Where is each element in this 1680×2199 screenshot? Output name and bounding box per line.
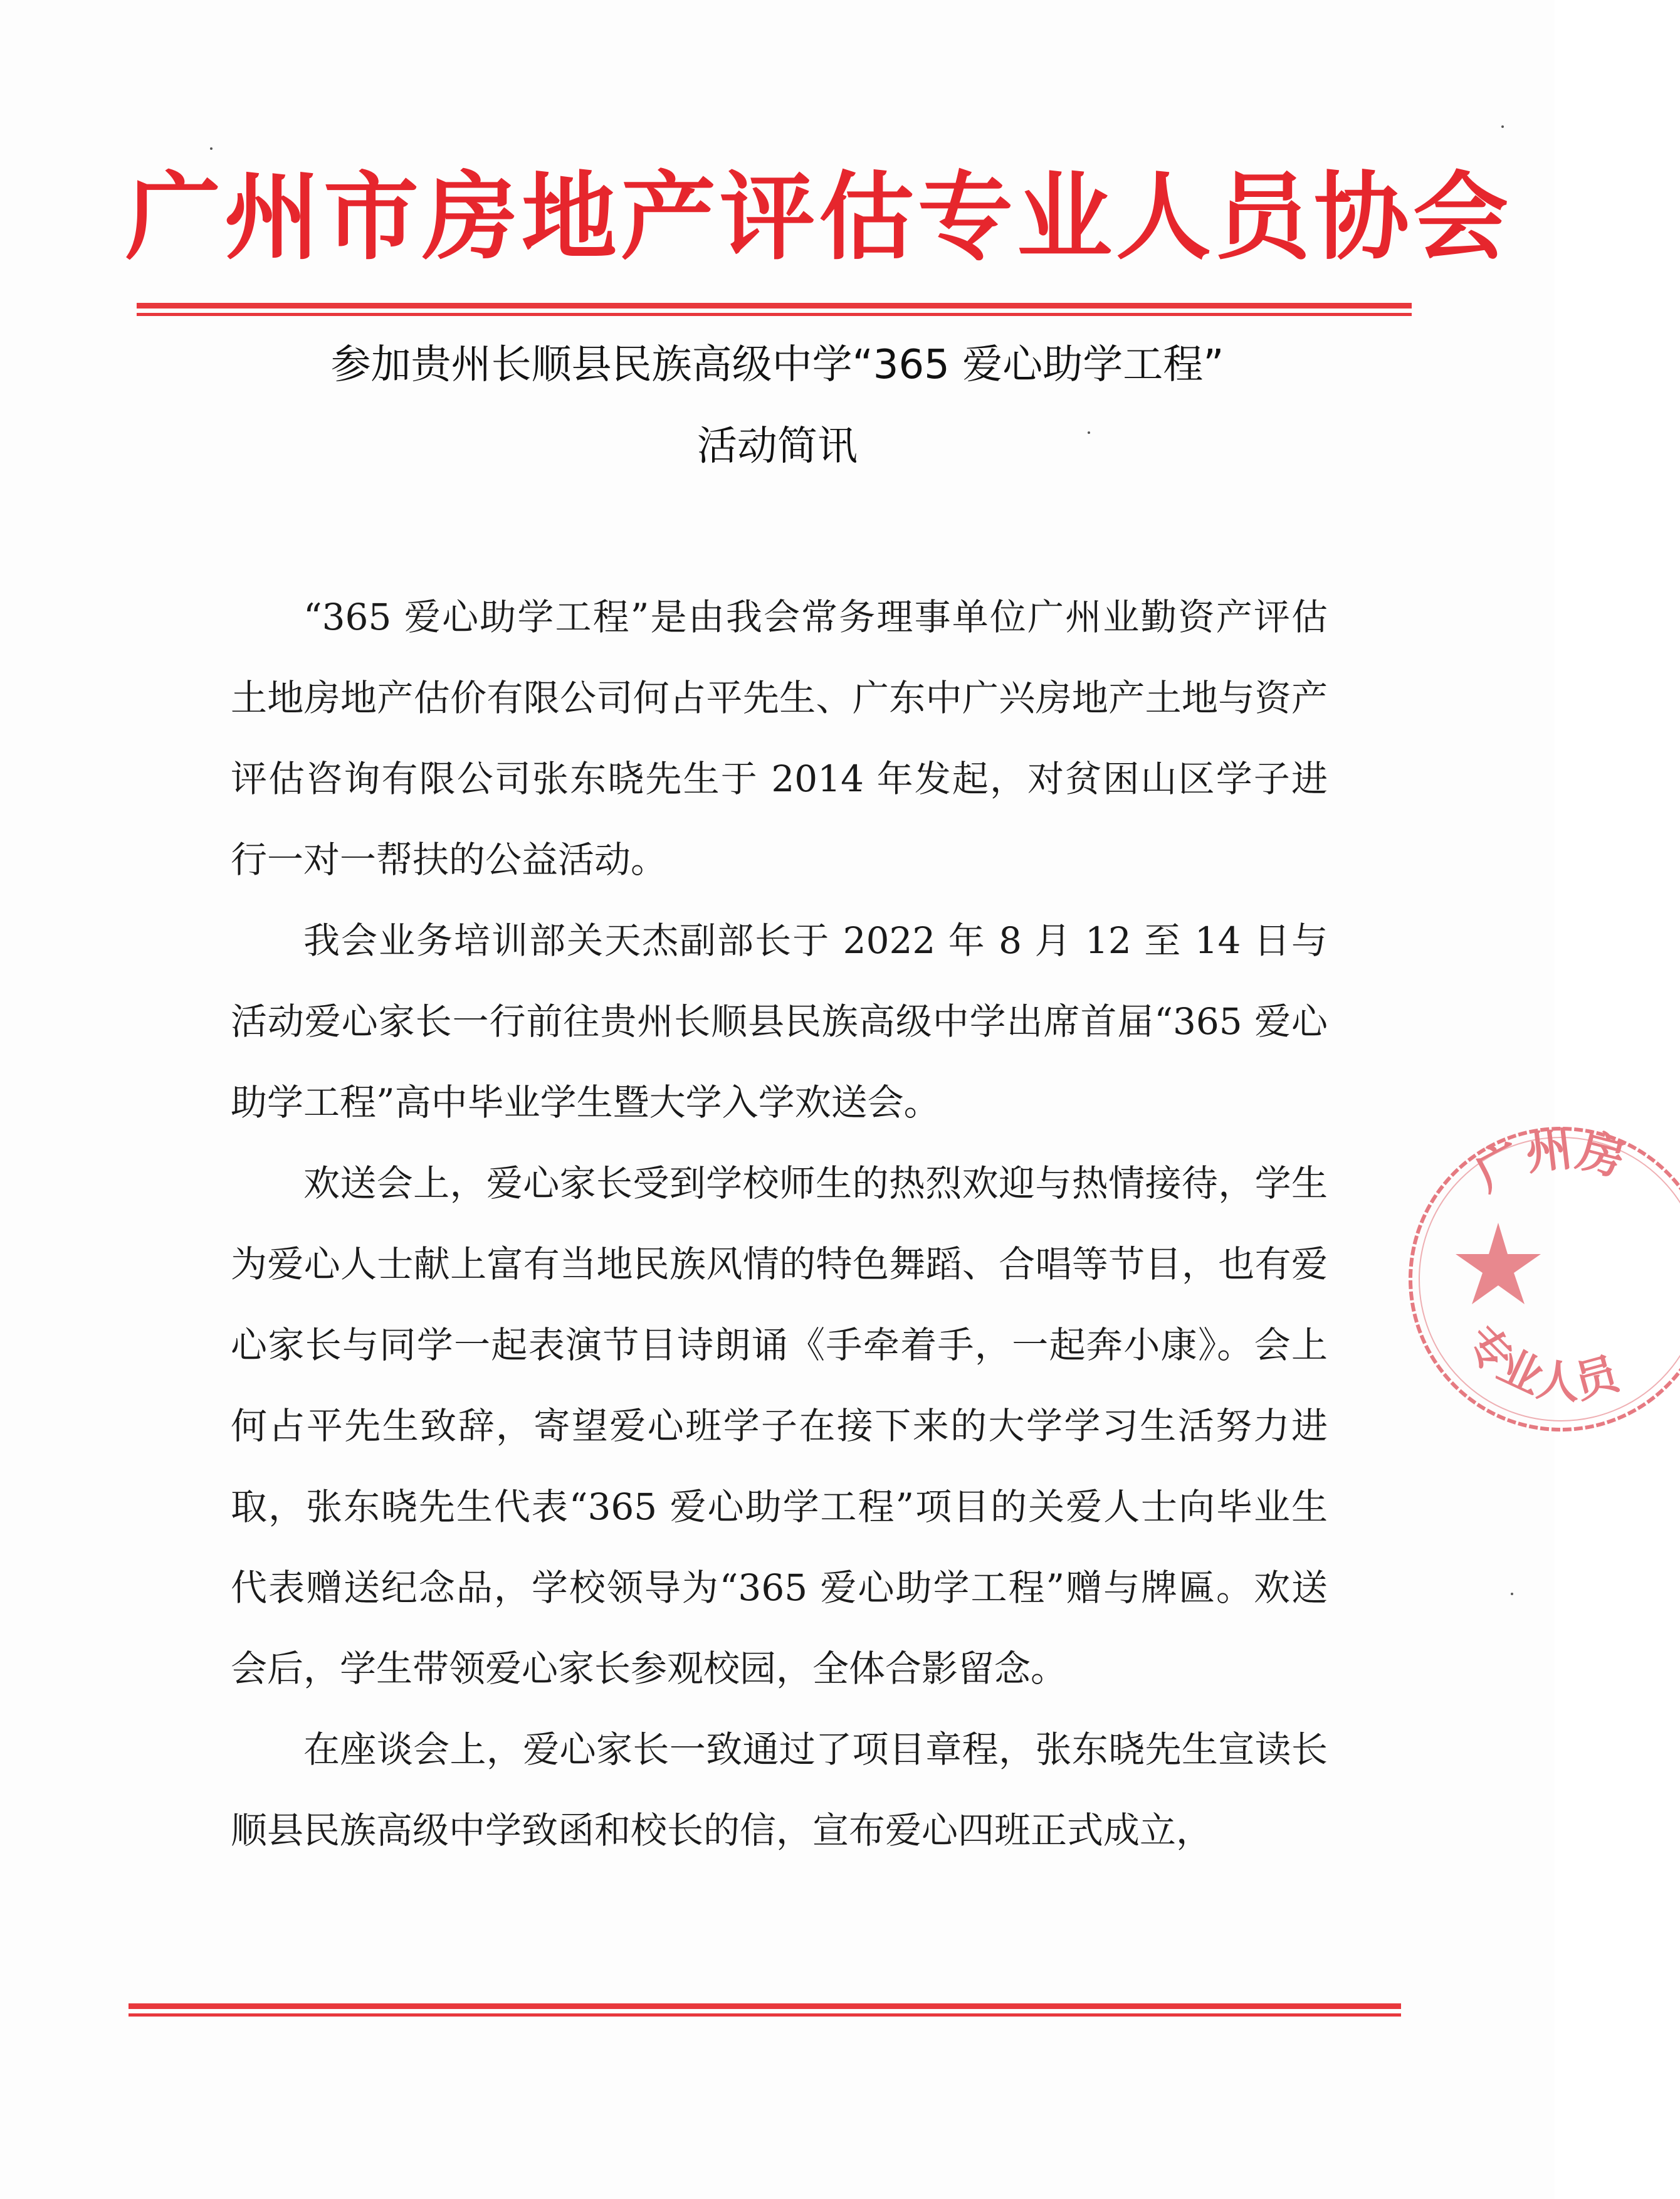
- seal-text-top: 广州房: [1466, 1122, 1630, 1202]
- paragraph-1: “365 爱心助学工程”是由我会常务理事单位广州业勤资产评估土地房地产估价有限公司何占平先生、广东中广兴房地产土地与资产评估咨询有限公司张东晓先生于 2014 年发起，对贫困山区学子进行一对一帮扶的公益活动。: [231, 596, 1328, 881]
- letterhead-org-name: 广州市房地产评估专业人员协会: [125, 161, 1512, 273]
- scan-speck: [1501, 125, 1504, 128]
- document-title-line-2: 活动简讯: [697, 423, 858, 470]
- scan-speck: [1511, 1593, 1513, 1595]
- document-body: [231, 577, 1328, 1871]
- svg-text:专业人员: [1456, 1316, 1627, 1409]
- scan-speck: [210, 147, 213, 150]
- seal-text-bottom: 专业人员: [1455, 1315, 1624, 1410]
- paragraph-3: 欢送会上，爱心家长受到学校师生的热烈欢迎与热情接待，学生为爱心人士献上富有当地民族风情的特色舞蹈、合唱等节目，也有爱心家长与同学一起表演节目诗朗诵《手牵着手，一起奔小康》。会上何占平先生致辞，寄望爱心班学子在接下来的大学学习生活努力进取，张东晓先生代表“365 爱心助学工程”项目的关爱人士向毕业生代表赠送纪念品，学校领导为“365 爱心助学工程”赠与牌匾。欢送会后，学生带领爱心家长参观校园，全体合影留念。: [231, 1162, 1328, 1690]
- paragraph-2: 我会业务培训部关天杰副部长于 2022 年 8 月 12 至 14 日与活动爱心家长一行前往贵州长顺县民族高级中学出席首届“365 爱心助学工程”高中毕业学生暨大学入学欢送会。: [231, 919, 1328, 1124]
- official-seal-stamp: [1379, 1104, 1680, 1455]
- scan-speck: [1088, 431, 1090, 434]
- letterhead-divider: [137, 303, 1412, 318]
- paragraph-4: 在座谈会上，爱心家长一致通过了项目章程，张东晓先生宣读长顺县民族高级中学致函和校长的信，宣布爱心四班正式成立，: [231, 1728, 1328, 1852]
- footer-divider: [129, 2003, 1401, 2018]
- seal-star-icon: [1456, 1223, 1541, 1304]
- svg-text:广州房: [1466, 1122, 1630, 1201]
- document-title-line-1: 参加贵州长顺县民族高级中学“365 爱心助学工程”: [330, 342, 1224, 388]
